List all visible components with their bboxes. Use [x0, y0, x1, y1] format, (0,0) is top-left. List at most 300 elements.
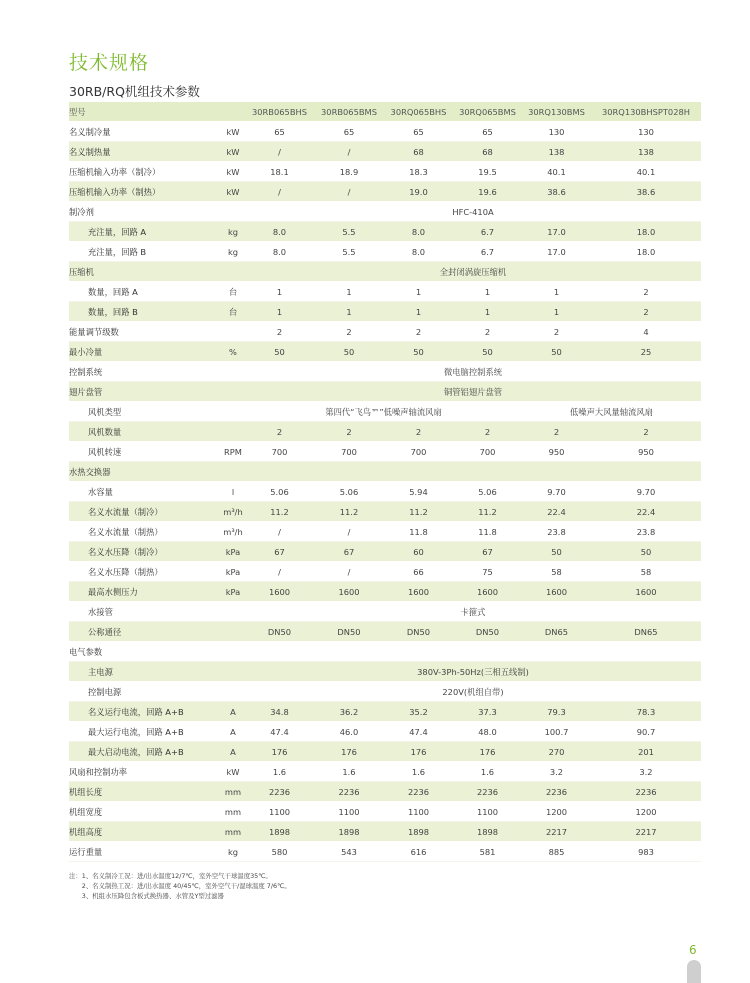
row-value-cell: DN50 [314, 622, 384, 642]
row-value-cell: DN50 [384, 622, 453, 642]
row-unit-cell: mm [221, 802, 245, 822]
row-label-cell: 主电源 [69, 662, 221, 682]
row-value-cell: 68 [453, 142, 522, 162]
row-unit-cell: mm [221, 782, 245, 802]
row-value-cell: 22.4 [522, 502, 591, 522]
row-span-cell: 微电脑控制系统 [245, 362, 701, 382]
table-row [69, 722, 701, 742]
row-unit-cell: 台 [221, 302, 245, 322]
row-value-cell: DN65 [522, 622, 591, 642]
row-value-cell: 1600 [245, 582, 314, 602]
row-value-cell: 25 [591, 342, 701, 362]
row-span-cell: 220V(机组自带) [245, 682, 701, 702]
row-unit-cell: kW [221, 182, 245, 202]
row-unit-cell [221, 362, 245, 382]
row-unit-cell: A [221, 722, 245, 742]
table-row [69, 742, 701, 762]
page-title: 技术规格 [69, 52, 150, 74]
row-value-cell: 1 [453, 282, 522, 302]
row-label-cell: 控制系统 [69, 362, 221, 382]
row-span-cell: 380V-3Ph-50Hz(三相五线制) [245, 662, 701, 682]
row-value-cell: 11.2 [314, 502, 384, 522]
spec-table [69, 102, 701, 862]
row-value-cell: 176 [245, 742, 314, 762]
row-unit-cell [221, 322, 245, 342]
table-row [69, 762, 701, 782]
row-label-cell: 名义运行电流，回路 A+B [69, 702, 221, 722]
row-value-cell: 1 [384, 282, 453, 302]
model-name-cell: 30RB065BMS [314, 102, 384, 122]
row-value-cell: 37.3 [453, 702, 522, 722]
row-unit-cell [221, 682, 245, 702]
row-value-cell: 38.6 [522, 182, 591, 202]
row-value-cell: 75 [453, 562, 522, 582]
row-value-cell: 11.8 [453, 522, 522, 542]
row-value-cell: 1100 [314, 802, 384, 822]
table-row [69, 662, 701, 682]
row-unit-cell: % [221, 342, 245, 362]
row-value-cell: 34.8 [245, 702, 314, 722]
row-value-cell: 65 [314, 122, 384, 142]
row-label-cell: 水接管 [69, 602, 221, 622]
row-label-cell: 水容量 [69, 482, 221, 502]
row-label-cell: 风机数量 [69, 422, 221, 442]
row-value-cell: 40.1 [591, 162, 701, 182]
row-value-cell: 2217 [591, 822, 701, 842]
table-row [69, 142, 701, 162]
table-row [69, 522, 701, 542]
row-label-cell: 最大启动电流，回路 A+B [69, 742, 221, 762]
row-value-cell: 23.8 [522, 522, 591, 542]
row-label-cell: 名义制热量 [69, 142, 221, 162]
table-row [69, 822, 701, 842]
row-value-cell: 9.70 [522, 482, 591, 502]
row-label-cell: 水热交换器 [69, 462, 221, 482]
table-subtitle: 30RB/RQ机组技术参数 [69, 84, 200, 99]
row-value-cell: 2 [453, 322, 522, 342]
row-value-cell: 50 [453, 342, 522, 362]
row-value-cell: 18.3 [384, 162, 453, 182]
row-span-cell: 第四代“飞鸟™”低噪声轴流风扇 [245, 402, 522, 422]
row-value-cell: 8.0 [384, 242, 453, 262]
row-value-cell: / [245, 522, 314, 542]
row-label-cell: 控制电源 [69, 682, 221, 702]
row-value-cell: / [314, 182, 384, 202]
row-unit-cell [221, 422, 245, 442]
row-value-cell: 5.5 [314, 222, 384, 242]
row-value-cell: 2 [522, 322, 591, 342]
row-unit-cell: m³/h [221, 502, 245, 522]
row-value-cell: 50 [522, 342, 591, 362]
row-value-cell: 580 [245, 842, 314, 862]
row-value-cell: 616 [384, 842, 453, 862]
row-value-cell: 1 [245, 282, 314, 302]
row-value-cell: 65 [453, 122, 522, 142]
row-value-cell: 38.6 [591, 182, 701, 202]
row-value-cell: 19.6 [453, 182, 522, 202]
row-unit-cell: kW [221, 162, 245, 182]
row-value-cell: 2236 [245, 782, 314, 802]
row-value-cell: 2 [453, 422, 522, 442]
row-value-cell: 17.0 [522, 242, 591, 262]
row-value-cell: 2 [591, 302, 701, 322]
row-value-cell: 3.2 [591, 762, 701, 782]
row-value-cell: 11.2 [384, 502, 453, 522]
row-value-cell: 11.2 [245, 502, 314, 522]
row-unit-cell [221, 462, 245, 482]
row-label-cell: 能量调节级数 [69, 322, 221, 342]
row-value-cell: 1.6 [245, 762, 314, 782]
row-unit-cell: kW [221, 122, 245, 142]
row-value-cell: 1100 [245, 802, 314, 822]
table-row [69, 562, 701, 582]
row-unit-cell: kg [221, 242, 245, 262]
row-value-cell: DN50 [245, 622, 314, 642]
row-label-cell: 数量，回路 B [69, 302, 221, 322]
row-value-cell: 1 [522, 302, 591, 322]
row-value-cell: 2 [314, 422, 384, 442]
row-value-cell: 1600 [453, 582, 522, 602]
row-label-cell: 充注量，回路 B [69, 242, 221, 262]
row-unit-cell: m³/h [221, 522, 245, 542]
row-span-cell: 卡箍式 [245, 602, 701, 622]
row-value-cell: 700 [384, 442, 453, 462]
table-row [69, 582, 701, 602]
row-value-cell: 18.0 [591, 242, 701, 262]
table-row [69, 542, 701, 562]
row-value-cell: 47.4 [384, 722, 453, 742]
row-label-cell: 最高水侧压力 [69, 582, 221, 602]
row-value-cell: 68 [384, 142, 453, 162]
footnote-2: 2、名义制热工况：进/出水温度 40/45℃，室外空气干/湿球温度 7/6℃。 [69, 882, 291, 891]
row-value-cell: DN65 [591, 622, 701, 642]
row-value-cell: 19.5 [453, 162, 522, 182]
table-header-row [69, 102, 701, 122]
table-row [69, 502, 701, 522]
row-span-cell: HFC-410A [245, 202, 701, 222]
row-value-cell: 8.0 [245, 242, 314, 262]
row-label-cell: 名义水压降（制热） [69, 562, 221, 582]
row-value-cell: 6.7 [453, 222, 522, 242]
row-empty-cell [245, 642, 701, 662]
model-name-cell: 30RQ065BMS [453, 102, 522, 122]
row-value-cell: 18.9 [314, 162, 384, 182]
row-value-cell: 1 [384, 302, 453, 322]
table-row [69, 122, 701, 142]
table-row [69, 242, 701, 262]
row-value-cell: 50 [314, 342, 384, 362]
row-value-cell: 2 [314, 322, 384, 342]
row-label-cell: 制冷剂 [69, 202, 221, 222]
row-value-cell: 1200 [522, 802, 591, 822]
row-value-cell: 1600 [384, 582, 453, 602]
row-value-cell: 130 [522, 122, 591, 142]
row-value-cell: 1100 [453, 802, 522, 822]
row-value-cell: 2236 [453, 782, 522, 802]
row-value-cell: 1100 [384, 802, 453, 822]
row-value-cell: 18.1 [245, 162, 314, 182]
row-value-cell: 4 [591, 322, 701, 342]
row-unit-cell [221, 262, 245, 282]
table-row [69, 302, 701, 322]
row-value-cell: 8.0 [245, 222, 314, 242]
row-unit-cell [221, 202, 245, 222]
row-label-cell: 风机转速 [69, 442, 221, 462]
row-value-cell: 1898 [384, 822, 453, 842]
row-value-cell: 3.2 [522, 762, 591, 782]
row-value-cell: / [245, 182, 314, 202]
table-row [69, 802, 701, 822]
header-unit-cell [221, 102, 245, 122]
model-name-cell: 30RQ130BHSPT028H [591, 102, 701, 122]
table-row [69, 322, 701, 342]
row-value-cell: 1600 [522, 582, 591, 602]
row-empty-cell [245, 462, 701, 482]
row-value-cell: 581 [453, 842, 522, 862]
row-value-cell: 50 [591, 542, 701, 562]
row-value-cell: / [245, 562, 314, 582]
row-value-cell: 67 [314, 542, 384, 562]
row-value-cell: 130 [591, 122, 701, 142]
row-label-cell: 名义水流量（制冷） [69, 502, 221, 522]
page-tab-marker [687, 960, 701, 983]
model-name-cell: 30RQ065BHS [384, 102, 453, 122]
row-value-cell: 138 [591, 142, 701, 162]
table-row [69, 462, 701, 482]
row-value-cell: 885 [522, 842, 591, 862]
row-value-cell: 5.06 [453, 482, 522, 502]
row-value-cell: / [314, 522, 384, 542]
row-value-cell: 46.0 [314, 722, 384, 742]
row-value-cell: 67 [245, 542, 314, 562]
row-value-cell: 79.3 [522, 702, 591, 722]
footnote-1: 注：1、名义制冷工况：进/出水温度12/7℃，室外空气干球温度35℃。 [69, 872, 272, 880]
row-value-cell: 67 [453, 542, 522, 562]
footnote-3: 3、机组水压降包含板式换热器、水管及Y型过滤器 [69, 892, 224, 901]
row-value-cell: 60 [384, 542, 453, 562]
row-value-cell: 17.0 [522, 222, 591, 242]
row-value-cell: 2 [591, 422, 701, 442]
row-value-cell: 1 [522, 282, 591, 302]
row-value-cell: 65 [245, 122, 314, 142]
table-row [69, 282, 701, 302]
row-unit-cell: kPa [221, 542, 245, 562]
row-value-cell: 11.2 [453, 502, 522, 522]
table-row [69, 442, 701, 462]
row-value-cell: 700 [245, 442, 314, 462]
table-row [69, 842, 701, 862]
table-row [69, 182, 701, 202]
row-value-cell: 1.6 [384, 762, 453, 782]
row-unit-cell: l [221, 482, 245, 502]
row-unit-cell: A [221, 742, 245, 762]
row-value-cell: / [245, 142, 314, 162]
table-row [69, 482, 701, 502]
table-row [69, 422, 701, 442]
row-label-cell: 公称通径 [69, 622, 221, 642]
row-label-cell: 名义水压降（制冷） [69, 542, 221, 562]
row-value-cell: 2236 [522, 782, 591, 802]
row-value-cell: 700 [314, 442, 384, 462]
row-value-cell: 2 [522, 422, 591, 442]
row-value-cell: 176 [314, 742, 384, 762]
table-row [69, 642, 701, 662]
row-label-cell: 压缩机输入功率（制冷） [69, 162, 221, 182]
row-value-cell: 2 [245, 422, 314, 442]
row-value-cell: 9.70 [591, 482, 701, 502]
row-value-cell: 78.3 [591, 702, 701, 722]
row-value-cell: 36.2 [314, 702, 384, 722]
row-unit-cell [221, 622, 245, 642]
table-row [69, 162, 701, 182]
row-value-cell: 35.2 [384, 702, 453, 722]
row-value-cell: 2236 [314, 782, 384, 802]
row-value-cell: 50 [245, 342, 314, 362]
row-label-cell: 翅片盘管 [69, 382, 221, 402]
row-unit-cell [221, 402, 245, 422]
row-value-cell: 1200 [591, 802, 701, 822]
row-value-cell: 1 [314, 302, 384, 322]
row-label-cell: 机组高度 [69, 822, 221, 842]
row-label-cell: 机组长度 [69, 782, 221, 802]
table-row [69, 402, 701, 422]
row-label-cell: 名义水流量（制热） [69, 522, 221, 542]
row-value-cell: 58 [591, 562, 701, 582]
row-value-cell: 270 [522, 742, 591, 762]
row-value-cell: 543 [314, 842, 384, 862]
row-unit-cell: kPa [221, 582, 245, 602]
row-value-cell: 2 [384, 322, 453, 342]
table-row [69, 602, 701, 622]
footnotes [69, 871, 291, 902]
row-label-cell: 数量，回路 A [69, 282, 221, 302]
row-value-cell: 90.7 [591, 722, 701, 742]
row-value-cell: 2236 [591, 782, 701, 802]
row-unit-cell [221, 382, 245, 402]
row-value-cell: 100.7 [522, 722, 591, 742]
row-value-cell: / [314, 142, 384, 162]
row-label-cell: 机组宽度 [69, 802, 221, 822]
row-unit-cell [221, 602, 245, 622]
table-row [69, 622, 701, 642]
row-value-cell: 48.0 [453, 722, 522, 742]
header-label-cell: 型号 [69, 102, 221, 122]
row-value-cell: 2 [245, 322, 314, 342]
row-span-cell: 低噪声大风量轴流风扇 [522, 402, 701, 422]
row-value-cell: 176 [453, 742, 522, 762]
table-row [69, 702, 701, 722]
row-value-cell: 1898 [314, 822, 384, 842]
row-unit-cell: mm [221, 822, 245, 842]
table-row [69, 342, 701, 362]
row-value-cell: 700 [453, 442, 522, 462]
page-number: 6 [689, 943, 697, 957]
row-value-cell: 40.1 [522, 162, 591, 182]
row-unit-cell: A [221, 702, 245, 722]
row-unit-cell: RPM [221, 442, 245, 462]
row-unit-cell: kPa [221, 562, 245, 582]
row-value-cell: / [314, 562, 384, 582]
row-value-cell: 5.94 [384, 482, 453, 502]
row-value-cell: 138 [522, 142, 591, 162]
row-value-cell: 1898 [453, 822, 522, 842]
row-value-cell: 2236 [384, 782, 453, 802]
row-value-cell: 1 [453, 302, 522, 322]
row-label-cell: 压缩机输入功率（制热） [69, 182, 221, 202]
row-label-cell: 最大运行电流，回路 A+B [69, 722, 221, 742]
row-value-cell: 950 [591, 442, 701, 462]
table-row [69, 682, 701, 702]
row-label-cell: 电气参数 [69, 642, 221, 662]
row-label-cell: 风机类型 [69, 402, 221, 422]
row-value-cell: 22.4 [591, 502, 701, 522]
row-value-cell: 50 [522, 542, 591, 562]
table-row [69, 782, 701, 802]
row-value-cell: 983 [591, 842, 701, 862]
row-value-cell: DN50 [453, 622, 522, 642]
row-label-cell: 最小冷量 [69, 342, 221, 362]
row-value-cell: 2 [591, 282, 701, 302]
row-value-cell: 6.7 [453, 242, 522, 262]
spec-table-body [69, 102, 701, 862]
row-value-cell: 50 [384, 342, 453, 362]
row-span-cell: 全封闭涡旋压缩机 [245, 262, 701, 282]
row-value-cell: 1.6 [314, 762, 384, 782]
row-value-cell: 1600 [591, 582, 701, 602]
row-value-cell: 5.06 [245, 482, 314, 502]
row-value-cell: 176 [384, 742, 453, 762]
row-value-cell: 1 [314, 282, 384, 302]
row-value-cell: 1 [245, 302, 314, 322]
row-value-cell: 11.8 [384, 522, 453, 542]
table-row [69, 382, 701, 402]
row-unit-cell [221, 662, 245, 682]
row-unit-cell: kW [221, 142, 245, 162]
row-value-cell: 58 [522, 562, 591, 582]
row-value-cell: 950 [522, 442, 591, 462]
row-value-cell: 66 [384, 562, 453, 582]
table-row [69, 362, 701, 382]
row-value-cell: 1600 [314, 582, 384, 602]
table-row [69, 262, 701, 282]
row-label-cell: 名义制冷量 [69, 122, 221, 142]
row-value-cell: 1898 [245, 822, 314, 842]
row-value-cell: 2217 [522, 822, 591, 842]
row-span-cell: 铜管铝翅片盘管 [245, 382, 701, 402]
row-unit-cell: kg [221, 222, 245, 242]
row-value-cell: 23.8 [591, 522, 701, 542]
row-value-cell: 5.06 [314, 482, 384, 502]
row-value-cell: 65 [384, 122, 453, 142]
model-name-cell: 30RQ130BMS [522, 102, 591, 122]
row-label-cell: 风扇和控制功率 [69, 762, 221, 782]
table-row [69, 222, 701, 242]
table-row [69, 202, 701, 222]
row-value-cell: 5.5 [314, 242, 384, 262]
row-unit-cell [221, 642, 245, 662]
row-label-cell: 压缩机 [69, 262, 221, 282]
row-unit-cell: 台 [221, 282, 245, 302]
row-label-cell: 充注量，回路 A [69, 222, 221, 242]
row-unit-cell: kW [221, 762, 245, 782]
row-value-cell: 2 [384, 422, 453, 442]
model-name-cell: 30RB065BHS [245, 102, 314, 122]
row-label-cell: 运行重量 [69, 842, 221, 862]
row-value-cell: 19.0 [384, 182, 453, 202]
row-value-cell: 8.0 [384, 222, 453, 242]
row-value-cell: 1.6 [453, 762, 522, 782]
row-value-cell: 18.0 [591, 222, 701, 242]
